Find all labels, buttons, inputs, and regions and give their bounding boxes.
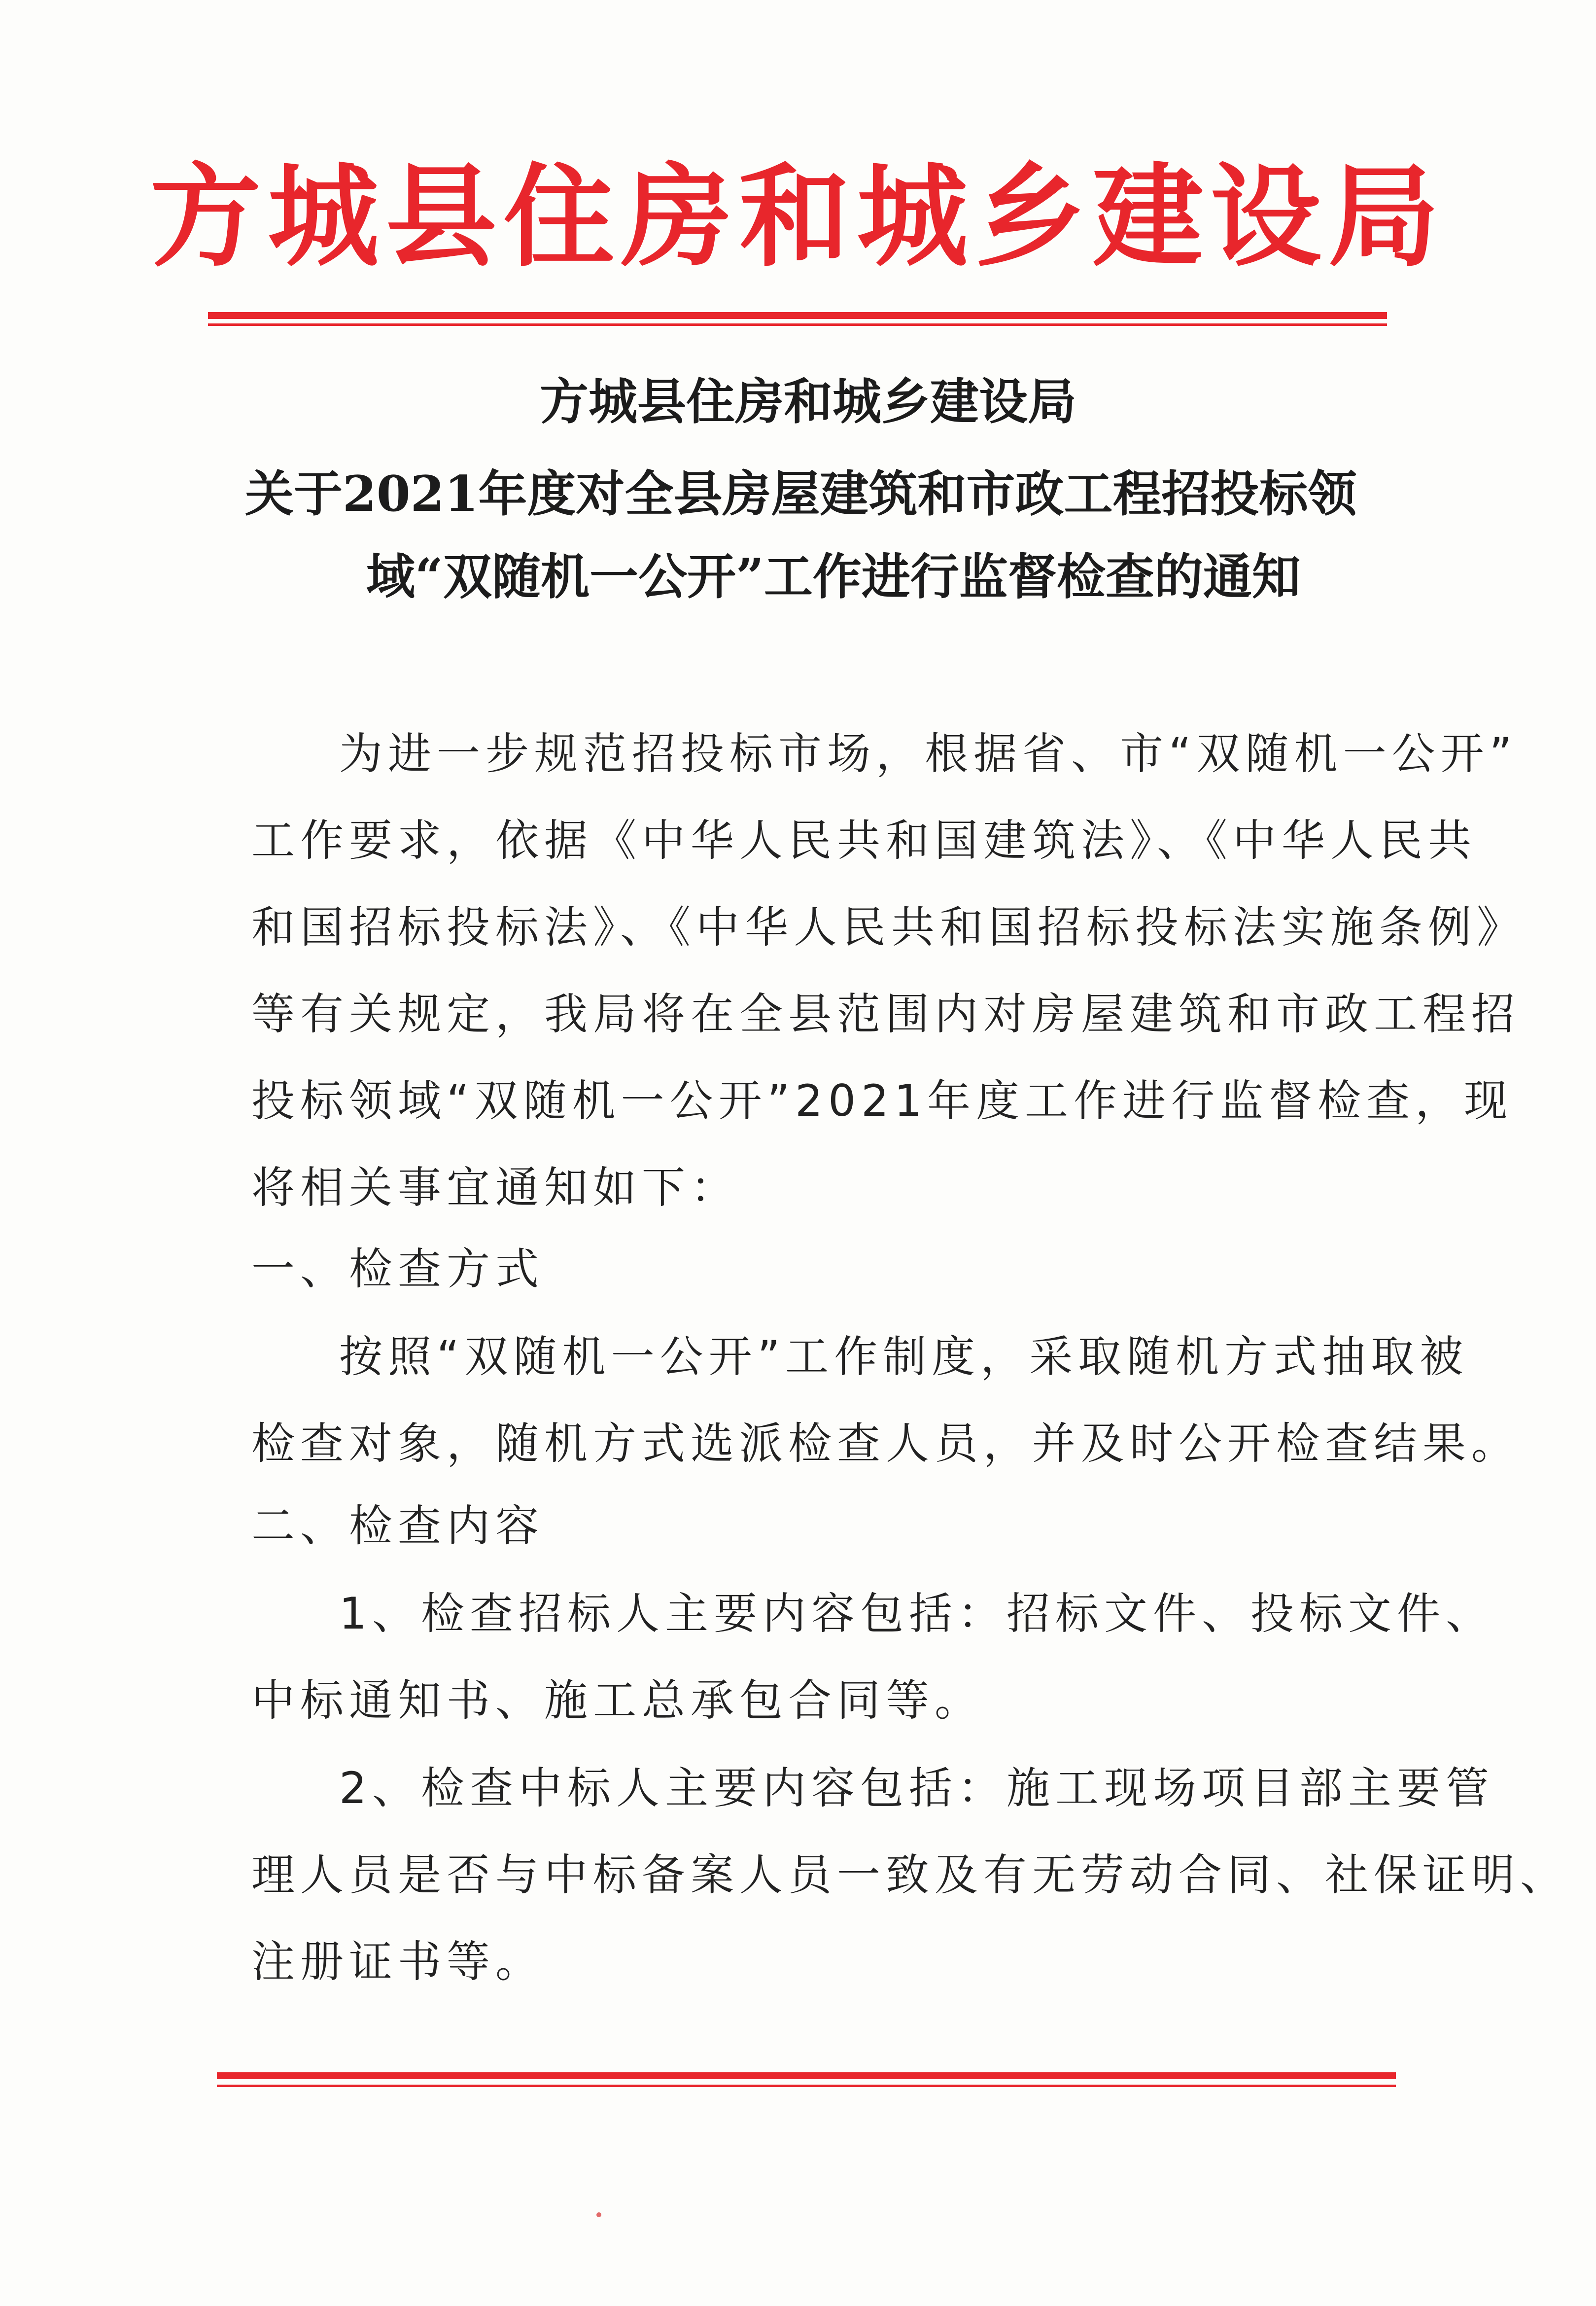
section-2-heading: 二、检查内容 bbox=[251, 1500, 545, 1551]
footer-rule-thin bbox=[217, 2085, 1396, 2087]
body-para1-line-5: 投标领域“双随机一公开”2021年度工作进行监督检查，现 bbox=[251, 1075, 1513, 1126]
scan-speck bbox=[596, 2212, 601, 2217]
letterhead-rule-thick bbox=[208, 312, 1387, 319]
section-1-line-2: 检查对象，随机方式选派检查人员，并及时公开检查结果。 bbox=[251, 1418, 1521, 1469]
letterhead-rule-thin bbox=[208, 323, 1387, 326]
body-para1-line-2: 工作要求，依据《中华人民共和国建筑法》、《中华人民共 bbox=[251, 815, 1477, 866]
body-para1-line-1: 为进一步规范招投标市场，根据省、市“双随机一公开” bbox=[339, 728, 1518, 779]
item-1-line-2: 中标通知书、施工总承包合同等。 bbox=[251, 1675, 984, 1726]
title-line-3: 域“双随机一公开”工作进行监督检查的通知 bbox=[366, 548, 1301, 605]
body-para1-line-6: 将相关事宜通知如下： bbox=[251, 1162, 740, 1213]
title-line-2: 关于2021年度对全县房屋建筑和市政工程招投标领 bbox=[245, 465, 1357, 523]
item-2-line-1: 2、检查中标人主要内容包括：施工现场项目部主要管 bbox=[339, 1763, 1494, 1813]
title-line-1: 方城县住房和城乡建设局 bbox=[540, 373, 1076, 430]
item-1-line-1: 1、检查招标人主要内容包括：招标文件、投标文件、 bbox=[339, 1588, 1494, 1639]
item-2-line-3: 注册证书等。 bbox=[251, 1936, 545, 1987]
section-1-heading: 一、检查方式 bbox=[251, 1243, 545, 1294]
letterhead-org-name: 方城县住房和城乡建设局 bbox=[150, 152, 1446, 282]
item-2-line-2: 理人员是否与中标备案人员一致及有无劳动合同、社保证明、 bbox=[251, 1849, 1569, 1900]
section-1-line-1: 按照“双随机一公开”工作制度，采取随机方式抽取被 bbox=[339, 1331, 1469, 1382]
body-para1-line-4: 等有关规定，我局将在全县范围内对房屋建筑和市政工程招 bbox=[251, 989, 1521, 1039]
body-para1-line-3: 和国招标投标法》、《中华人民共和国招标投标法实施条例》 bbox=[251, 902, 1526, 953]
footer-rule-thick bbox=[217, 2072, 1396, 2079]
